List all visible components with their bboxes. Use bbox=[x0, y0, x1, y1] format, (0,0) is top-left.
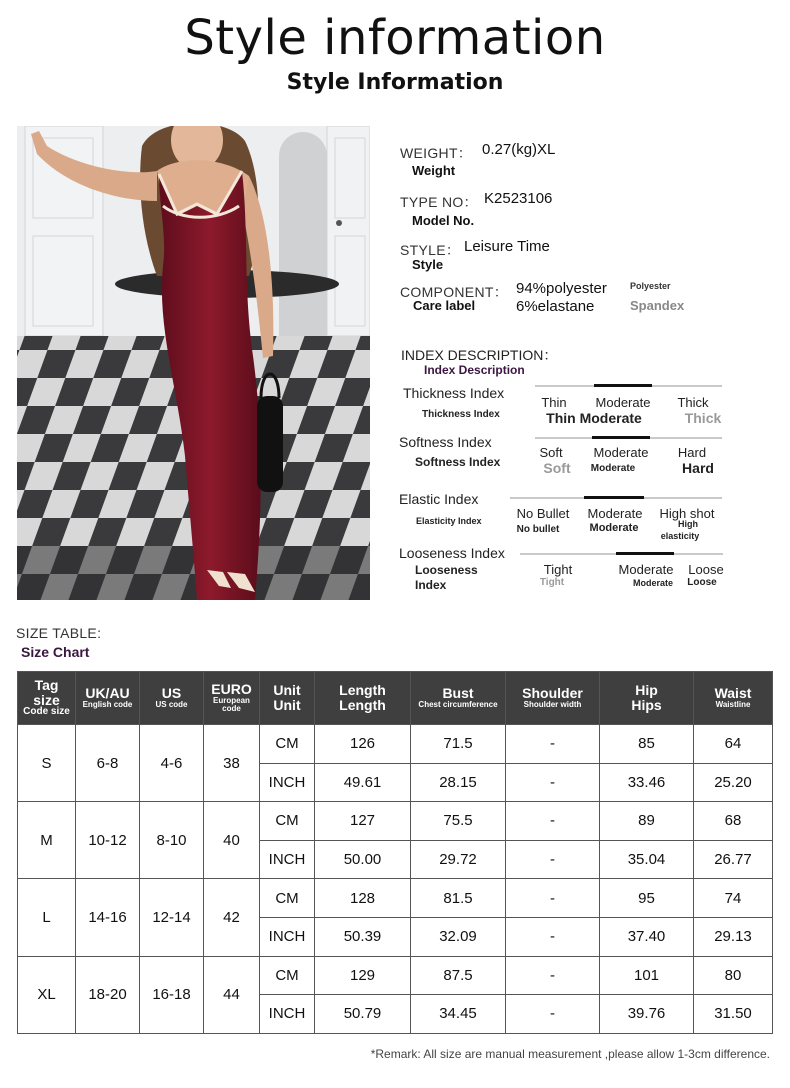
looseness-sub-tight: Tight bbox=[539, 577, 565, 588]
measure-cell: INCH bbox=[260, 995, 315, 1034]
looseness-sub-1: Looseness bbox=[415, 563, 478, 577]
looseness-sub-2: Index bbox=[415, 578, 447, 592]
size-cell-euro: 44 bbox=[204, 956, 260, 1033]
measure-cell: 32.09 bbox=[411, 917, 506, 956]
component-value-2: 6%elastane bbox=[516, 298, 595, 315]
measure-cell: - bbox=[506, 763, 600, 802]
measure-cell: 89 bbox=[600, 802, 694, 841]
size-cell-us: 12-14 bbox=[140, 879, 204, 956]
thickness-option-thin: Thin bbox=[541, 395, 567, 410]
index-description-title: INDEX DESCRIPTION： bbox=[401, 347, 558, 363]
style-value: Leisure Time bbox=[464, 238, 550, 255]
measure-cell: CM bbox=[260, 802, 315, 841]
measure-cell: 37.40 bbox=[600, 917, 694, 956]
softness-sub: Softness Index bbox=[415, 455, 501, 469]
thickness-sub-thin-moderate: Thin Moderate bbox=[546, 410, 642, 426]
measure-cell: 95 bbox=[600, 879, 694, 918]
size-chart-label: Size Chart bbox=[21, 644, 90, 660]
measure-cell: 25.20 bbox=[694, 763, 773, 802]
elastic-sub-high: High bbox=[678, 519, 698, 529]
measure-cell: 85 bbox=[600, 725, 694, 764]
component-note-2: Spandex bbox=[630, 298, 685, 313]
size-cell-uk: 6-8 bbox=[76, 725, 140, 802]
measure-cell: 126 bbox=[315, 725, 411, 764]
measure-cell: - bbox=[506, 840, 600, 879]
component-value-1: 94%polyester bbox=[516, 280, 607, 297]
measure-cell: 127 bbox=[315, 802, 411, 841]
size-cell-euro: 38 bbox=[204, 725, 260, 802]
component-sub: Care label bbox=[413, 298, 476, 313]
measure-cell: 64 bbox=[694, 725, 773, 764]
measure-cell: 75.5 bbox=[411, 802, 506, 841]
looseness-sub-loose: Loose bbox=[687, 577, 717, 588]
model-in-dress-illustration bbox=[17, 126, 370, 600]
header-shoulder: Shoulder Shoulder width bbox=[506, 672, 600, 725]
size-cell-tag: S bbox=[18, 725, 76, 802]
thickness-title: Thickness Index bbox=[403, 385, 505, 401]
size-cell-tag: XL bbox=[18, 956, 76, 1033]
table-row bbox=[18, 725, 773, 764]
measure-cell: 50.39 bbox=[315, 917, 411, 956]
measure-cell: 31.50 bbox=[694, 995, 773, 1034]
softness-sub-hard: Hard bbox=[682, 460, 714, 476]
measure-cell: - bbox=[506, 879, 600, 918]
elastic-scale-marker bbox=[584, 496, 644, 499]
measure-cell: INCH bbox=[260, 763, 315, 802]
size-table-label: SIZE TABLE: bbox=[16, 625, 102, 641]
table-row bbox=[18, 879, 773, 918]
softness-option-hard: Hard bbox=[677, 445, 707, 460]
measure-cell: 26.77 bbox=[694, 840, 773, 879]
header-hip: Hip Hips bbox=[600, 672, 694, 725]
thickness-scale-marker bbox=[594, 384, 652, 387]
looseness-option-loose: Loose bbox=[688, 562, 724, 577]
header-unit: Unit Unit bbox=[260, 672, 315, 725]
header-waist: Waist Waistline bbox=[694, 672, 773, 725]
size-cell-uk: 14-16 bbox=[76, 879, 140, 956]
measure-cell: 129 bbox=[315, 956, 411, 995]
size-cell-uk: 18-20 bbox=[76, 956, 140, 1033]
looseness-option-tight: Tight bbox=[543, 562, 573, 577]
header-euro: EURO European code bbox=[204, 672, 260, 725]
measure-cell: - bbox=[506, 995, 600, 1034]
elastic-title: Elastic Index bbox=[399, 491, 479, 507]
header-bust: Bust Chest circumference bbox=[411, 672, 506, 725]
measure-cell: 71.5 bbox=[411, 725, 506, 764]
measure-cell: 87.5 bbox=[411, 956, 506, 995]
size-cell-uk: 10-12 bbox=[76, 802, 140, 879]
elastic-option-moderate: Moderate bbox=[587, 506, 643, 521]
softness-option-moderate: Moderate bbox=[593, 445, 649, 460]
elastic-option-no-bullet: No Bullet bbox=[516, 506, 570, 521]
measure-cell: 35.04 bbox=[600, 840, 694, 879]
weight-label: WEIGHT： bbox=[400, 145, 473, 161]
softness-title: Softness Index bbox=[399, 434, 492, 450]
thickness-sub-thick: Thick bbox=[684, 410, 722, 426]
product-photo bbox=[17, 126, 370, 600]
measure-cell: INCH bbox=[260, 917, 315, 956]
measure-cell: CM bbox=[260, 956, 315, 995]
measure-cell: - bbox=[506, 802, 600, 841]
table-row bbox=[18, 802, 773, 841]
elastic-sub: Elasticity Index bbox=[416, 516, 482, 526]
size-cell-us: 4-6 bbox=[140, 725, 204, 802]
softness-sub-moderate: Moderate bbox=[590, 463, 636, 474]
size-chart-table bbox=[17, 671, 773, 1034]
style-label: STYLE： bbox=[400, 242, 461, 258]
measure-cell: 39.76 bbox=[600, 995, 694, 1034]
measure-cell: CM bbox=[260, 879, 315, 918]
header-length: Length Length bbox=[315, 672, 411, 725]
measure-cell: - bbox=[506, 917, 600, 956]
weight-value: 0.27(kg)XL bbox=[482, 141, 556, 158]
measure-cell: 74 bbox=[694, 879, 773, 918]
page-subtitle: Style Information bbox=[286, 70, 504, 95]
remark-note: *Remark: All size are manual measurement ,please allow 1-3cm difference. bbox=[370, 1047, 770, 1061]
elastic-option-high-shot: High shot bbox=[659, 506, 715, 521]
measure-cell: 29.72 bbox=[411, 840, 506, 879]
type-label: TYPE NO： bbox=[400, 194, 478, 210]
page-title: Style information bbox=[184, 10, 606, 66]
style-sub: Style bbox=[412, 257, 444, 272]
component-note-1: Polyester bbox=[630, 281, 671, 291]
measure-cell: - bbox=[506, 956, 600, 995]
looseness-title: Looseness Index bbox=[399, 545, 505, 561]
size-cell-us: 16-18 bbox=[140, 956, 204, 1033]
size-cell-euro: 40 bbox=[204, 802, 260, 879]
thickness-option-moderate: Moderate bbox=[595, 395, 651, 410]
measure-cell: 50.00 bbox=[315, 840, 411, 879]
measure-cell: 101 bbox=[600, 956, 694, 995]
measure-cell: 68 bbox=[694, 802, 773, 841]
looseness-sub-moderate: Moderate bbox=[632, 578, 673, 588]
header-us: US US code bbox=[140, 672, 204, 725]
elastic-sub-moderate: Moderate bbox=[589, 522, 639, 534]
index-description-sub: Index Description bbox=[424, 363, 525, 377]
measure-cell: 28.15 bbox=[411, 763, 506, 802]
measure-cell: INCH bbox=[260, 840, 315, 879]
thickness-option-thick: Thick bbox=[677, 395, 709, 410]
size-cell-euro: 42 bbox=[204, 879, 260, 956]
weight-sub: Weight bbox=[412, 163, 456, 178]
measure-cell: 80 bbox=[694, 956, 773, 995]
measure-cell: 33.46 bbox=[600, 763, 694, 802]
type-value: K2523106 bbox=[484, 190, 553, 207]
thickness-sub: Thickness Index bbox=[422, 409, 500, 420]
softness-sub-soft: Soft bbox=[543, 460, 571, 476]
table-row bbox=[18, 956, 773, 995]
component-label: COMPONENT： bbox=[400, 284, 508, 300]
looseness-scale-marker bbox=[616, 552, 674, 555]
softness-scale-marker bbox=[592, 436, 650, 439]
size-cell-tag: M bbox=[18, 802, 76, 879]
measure-cell: - bbox=[506, 725, 600, 764]
size-cell-tag: L bbox=[18, 879, 76, 956]
type-sub: Model No. bbox=[412, 213, 475, 228]
size-table-header-row bbox=[18, 672, 773, 725]
header-uk-au: UK/AU English code bbox=[76, 672, 140, 725]
measure-cell: 81.5 bbox=[411, 879, 506, 918]
measure-cell: 50.79 bbox=[315, 995, 411, 1034]
measure-cell: 29.13 bbox=[694, 917, 773, 956]
measure-cell: 128 bbox=[315, 879, 411, 918]
measure-cell: 49.61 bbox=[315, 763, 411, 802]
elastic-sub-no-bullet: No bullet bbox=[516, 524, 560, 535]
measure-cell: 34.45 bbox=[411, 995, 506, 1034]
elastic-sub-elasticity: elasticity bbox=[660, 531, 700, 541]
header-tag-size: Tag size Code size bbox=[18, 672, 76, 725]
looseness-option-moderate: Moderate bbox=[618, 562, 674, 577]
measure-cell: CM bbox=[260, 725, 315, 764]
softness-option-soft: Soft bbox=[539, 445, 563, 460]
size-cell-us: 8-10 bbox=[140, 802, 204, 879]
